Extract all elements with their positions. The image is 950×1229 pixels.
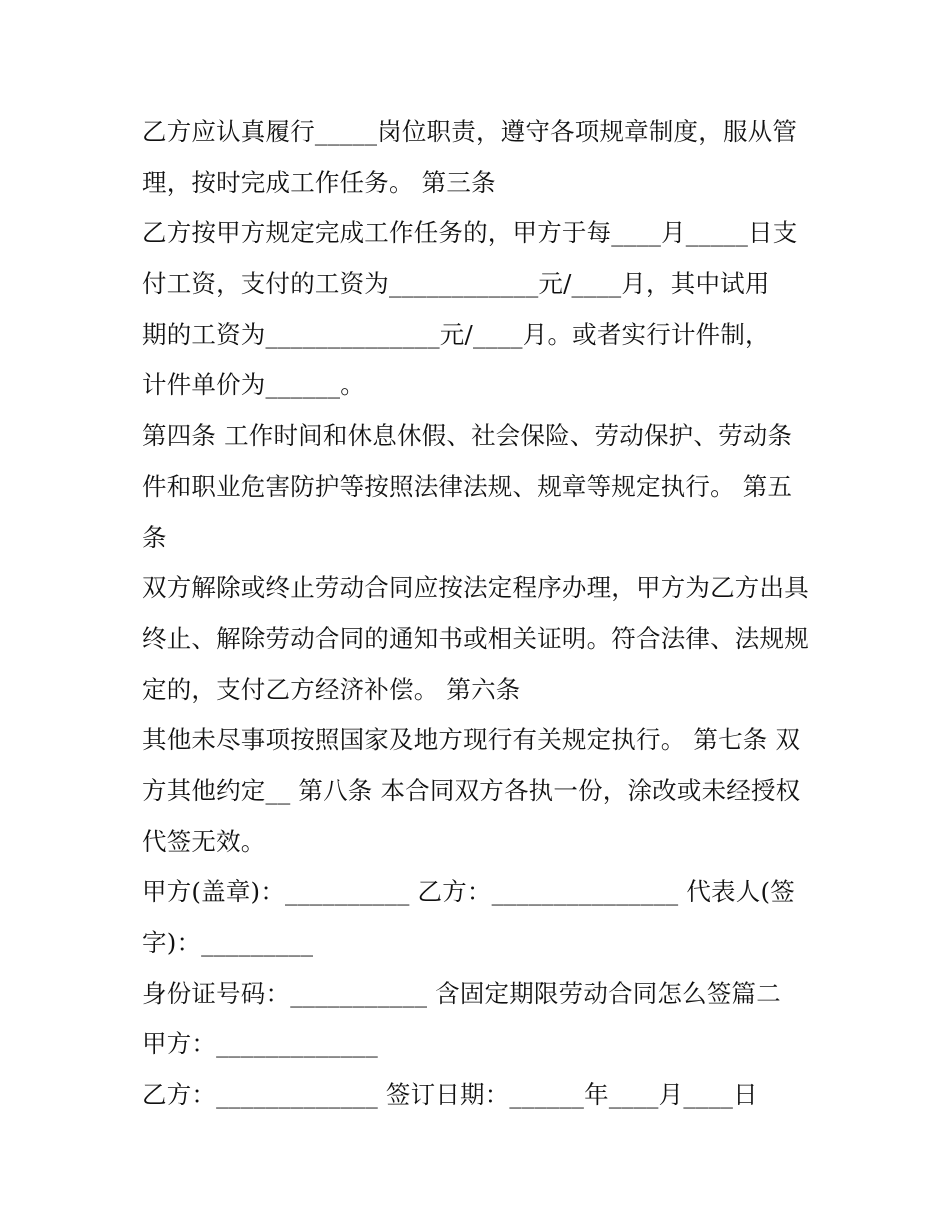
text-line: 乙方：_____________ 签订日期：______年____月____日: [142, 1080, 758, 1110]
text-line: 甲方：_____________: [142, 1029, 378, 1059]
text-line: 乙方按甲方规定完成工作任务的，甲方于每____月_____日支: [142, 218, 798, 248]
text-line: 甲方(盖章)：__________ 乙方：_______________ 代表人(签: [142, 877, 795, 907]
contract-text: [142, 107, 822, 1121]
text-line: 条: [142, 522, 167, 552]
text-line: 件和职业危害防护等按照法律法规、规章等规定执行。 第五: [142, 471, 793, 501]
text-line: 方其他约定__ 第八条 本合同双方各执一份，涂改或未经授权: [142, 775, 801, 805]
text-line: 身份证号码：___________ 含固定期限劳动合同怎么签篇二: [142, 978, 781, 1008]
text-line: 理，按时完成工作任务。 第三条: [142, 167, 496, 197]
text-line: 计件单价为______。: [142, 370, 365, 400]
text-line: 终止、解除劳动合同的通知书或相关证明。符合法律、法规规: [142, 623, 809, 653]
text-line: 代签无效。: [142, 826, 266, 856]
text-line: 第四条 工作时间和休息休假、社会保险、劳动保护、劳动条: [142, 421, 793, 451]
text-line: 其他未尽事项按照国家及地方现行有关规定执行。 第七条 双: [142, 725, 801, 755]
text-line: 双方解除或终止劳动合同应按法定程序办理，甲方为乙方出具: [142, 573, 809, 603]
text-line: 期的工资为______________元/____月。或者实行计件制，: [142, 319, 770, 349]
text-line: 付工资，支付的工资为____________元/____月，其中试用: [142, 269, 770, 299]
text-line: 乙方应认真履行_____岗位职责，遵守各项规章制度，服从管: [142, 117, 798, 146]
text-line: 定的，支付乙方经济补偿。 第六条: [142, 674, 521, 704]
text-line: 字)：_________: [142, 928, 314, 957]
